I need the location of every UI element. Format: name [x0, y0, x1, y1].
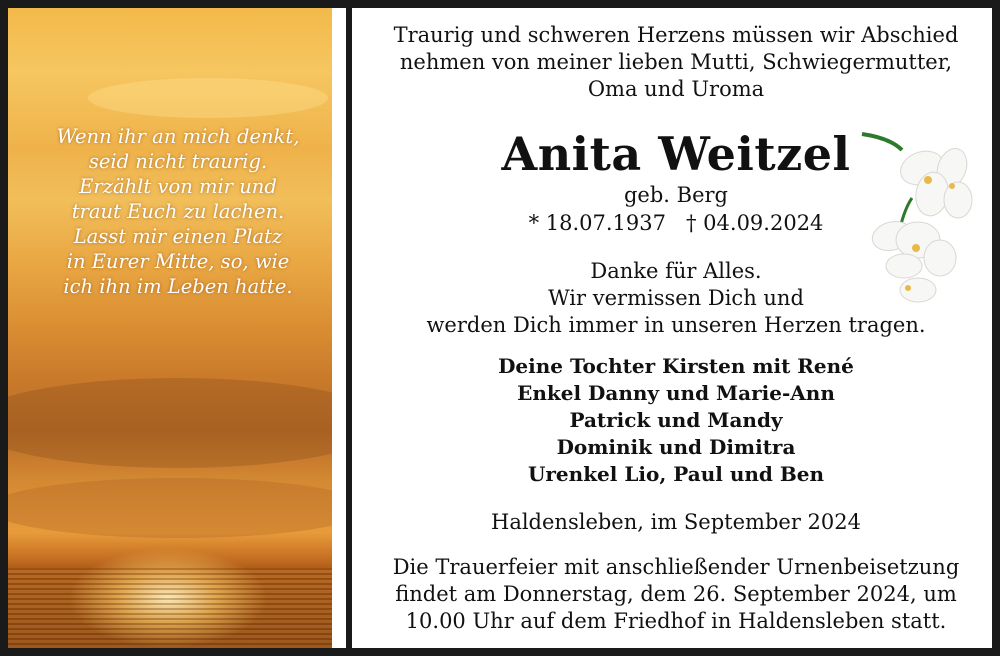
life-dates: * 18.07.1937 † 04.09.2024: [528, 211, 824, 235]
thanks-line: Wir vermissen Dich und: [548, 286, 804, 310]
poem-line: ich ihn im Leben hatte.: [63, 275, 293, 298]
funeral-info: [360, 554, 992, 635]
mourner-line: Urenkel Lio, Paul und Ben: [527, 462, 825, 486]
birth-name: geb. Berg: [623, 183, 728, 207]
mourner-line: Dominik und Dimitra: [556, 435, 796, 459]
mourner-line: Patrick und Mandy: [569, 408, 783, 432]
cloud: [8, 478, 332, 538]
poem: [32, 124, 324, 299]
poem-line: traut Euch zu lachen.: [71, 200, 285, 223]
funeral-line: 10.00 Uhr auf dem Friedhof in Haldensleben statt.: [405, 609, 947, 633]
thanks-line: Danke für Alles.: [590, 259, 762, 283]
intro-text: [360, 22, 992, 103]
poem-line: Lasst mir einen Platz: [73, 225, 283, 248]
funeral-line: Die Trauerfeier mit anschließender Urnenbeisetzung: [392, 555, 960, 579]
funeral-line: findet am Donnerstag, dem 26. September 2024, um: [395, 582, 957, 606]
cloud: [88, 78, 328, 118]
deceased-name: Anita Weitzel: [501, 127, 851, 181]
poem-line: in Eurer Mitte, so, wie: [66, 250, 290, 273]
mourners-list: [360, 353, 992, 488]
intro-line: Oma und Uroma: [587, 77, 765, 101]
poem-line: Erzählt von mir und: [79, 175, 277, 198]
sunset-photo: [8, 8, 332, 648]
place-date: Haldensleben, im September 2024: [491, 510, 861, 534]
mourner-line: Enkel Danny und Marie-Ann: [517, 381, 835, 405]
mourner-line: Deine Tochter Kirsten mit René: [498, 354, 854, 378]
poem-line: seid nicht traurig.: [88, 150, 268, 173]
notice-text: [360, 8, 992, 648]
sea: [8, 568, 332, 648]
thanks-line: werden Dich immer in unseren Herzen tragen.: [426, 313, 926, 337]
poem-line: Wenn ihr an mich denkt,: [56, 125, 300, 148]
intro-line: Traurig und schweren Herzens müssen wir Abschied: [393, 23, 959, 47]
cloud: [8, 378, 332, 468]
intro-line: nehmen von meiner lieben Mutti, Schwiegermutter,: [399, 50, 953, 74]
column-divider: [346, 8, 352, 648]
orchid-icon: [860, 128, 990, 308]
